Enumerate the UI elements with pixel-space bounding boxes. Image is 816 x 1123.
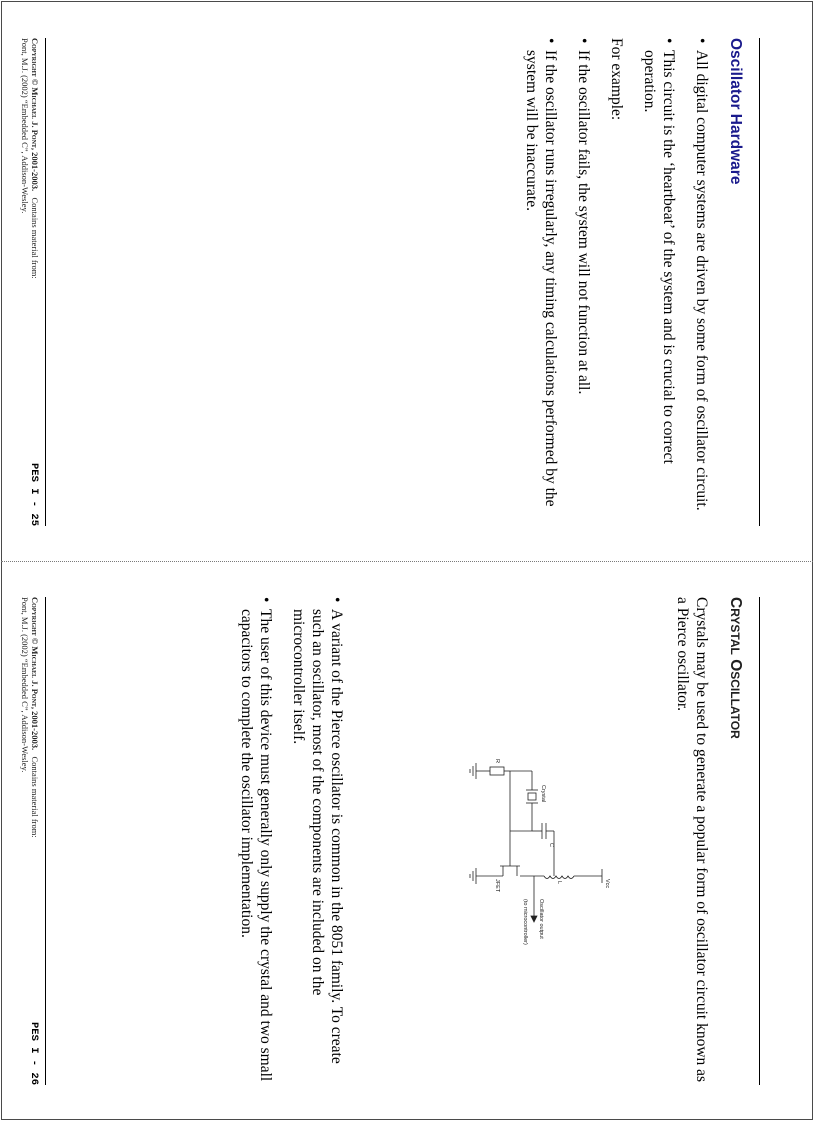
source-citation: Pont, M.J. (2002) “Embedded C”, Addison-Wesley. — [20, 38, 30, 214]
intro-text: Crystals may be used to generate a popular form of oscillator circuit known as a Pierce oscillator. — [674, 597, 710, 1083]
title-cap: O — [727, 659, 744, 672]
slide-crystal-oscillator — [20, 581, 766, 1101]
jfet-label: JFET — [494, 879, 500, 893]
output-arrow — [531, 916, 537, 922]
copyright-notice: Copyright © Michael J. Pont, 2001-2003. — [30, 597, 40, 751]
slide-title: Oscillator Hardware — [727, 38, 744, 185]
slide-title — [726, 597, 744, 739]
bullet-item: • A variant of the Pierce oscillator is common in the 8051 family. To create such an oscillator, most of the components are included on the microcontroller itself. — [289, 597, 346, 1085]
bottom-rule — [45, 38, 46, 526]
slide-oscillator-hardware — [20, 22, 766, 542]
resistor-symbol — [490, 767, 504, 775]
contains-material: Contains material from: — [30, 756, 40, 838]
slide-body — [223, 597, 346, 1085]
bullet-item: • If the oscillator fails, the system will not function at all. — [574, 38, 593, 526]
inductor-symbol — [544, 876, 574, 879]
contains-material: Contains material from: — [30, 197, 40, 279]
slide-divider — [1, 561, 813, 562]
title-rest: SCILLATOR — [728, 671, 742, 739]
bullet-item: • This circuit is the ‘heartbeat’ of the system and is crucial to correct operation. — [640, 38, 678, 526]
source-citation: Pont, M.J. (2002) “Embedded C”, Addison-Wesley. — [20, 597, 30, 773]
copyright-notice: Copyright © Michael J. Pont, 2001-2003. — [30, 38, 40, 192]
bullet-item: • If the oscillator runs irregularly, any timing calculations performed by the system will be inaccurate. — [522, 38, 560, 526]
bullet-list — [640, 38, 711, 526]
page-number: PES I - 26 — [28, 1021, 40, 1085]
output-label: Oscillator output — [538, 899, 544, 939]
title-rest: RYSTAL — [728, 608, 742, 655]
bullet-item: • The user of this device must generally only supply the crystal and two small capacitors to complete the oscillator implementation. — [237, 597, 275, 1085]
vcc-label: Vcc — [604, 879, 610, 889]
resistor-label: R — [494, 759, 500, 763]
crystal-symbol — [528, 793, 536, 800]
inductor-label: L — [556, 881, 562, 885]
title-cap: C — [727, 597, 744, 609]
capacitor-label: C — [548, 843, 554, 847]
example-intro: For example: — [608, 38, 625, 121]
bottom-rule — [45, 597, 46, 1085]
pierce-oscillator-diagram — [406, 731, 616, 961]
top-rule — [759, 597, 760, 1085]
crystal-label: Crystal — [540, 785, 546, 803]
slide-body — [508, 38, 711, 526]
page-number: PES I - 25 — [28, 462, 40, 526]
output-sublabel: (to microcontroller) — [522, 899, 528, 945]
top-rule — [759, 38, 760, 526]
bullet-list — [237, 597, 346, 1085]
bullet-item: • All digital computer systems are driven by some form of oscillator circuit. — [692, 38, 711, 526]
bullet-list — [522, 38, 593, 526]
